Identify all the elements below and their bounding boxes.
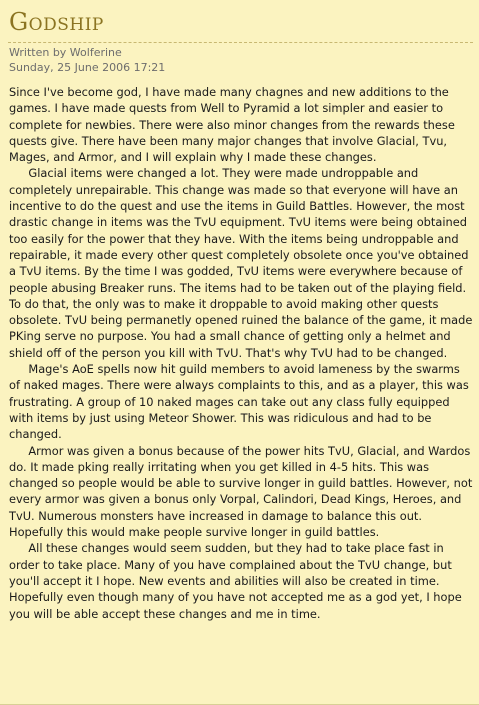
article-byline bbox=[8, 45, 473, 75]
author-line: Written by Wolferine bbox=[9, 46, 122, 59]
paragraph: All these changes would seem sudden, but they had to take place fast in order to take place. Many of you have complained about the TvU change, but you'll accept it I hope. New events and abilities will also be created in time. Hopefully even though many of you have not accepted me as a god yet, I hope you will be able accept these changes and me in time. bbox=[9, 541, 462, 621]
paragraph: Mage's AoE spells now hit guild members to avoid lameness by the swarms of naked mages. There were always complaints to this, and as a player, this was frustrating. A group of 10 naked mages can take out any class fully equipped with items by just using Meteor Shower. This was ridiculous and had to be changed. bbox=[9, 362, 469, 442]
paragraph: Glacial items were changed a lot. They were made undroppable and completely unrepairable. This change was made so that everyone will have an incentive to do the quest and use the items in Guild Battles. However, the most drastic change in items was the TvU equipment. TvU items were being obtained too easily for the power that they have. With the items being undroppable and repairable, it made every other quest completely obsolete once you've obtained a TvU items. By the time I was godded, TvU items were everywhere because of people abusing Breaker runs. The items had to be taken out of the playing field. To do that, the only was to make it droppable to avoid making other quests obsolete. TvU being permanetly opened ruined the balance of the game, it made PKing serve no purpose. You had a small chance of getting only a helmet and shield off of the person you kill with TvU. That's why TvU had to be changed. bbox=[9, 166, 473, 360]
paragraph: Armor was given a bonus because of the power hits TvU, Glacial, and Wardos do. It made pking really irritating when you get killed in 4-5 hits. This was changed so people would be able to survive longer in guild battles. However, not every armor was given a bonus only Vorpal, Calindori, Dead Kings, Heroes, and TvU. Numerous monsters have increased in damage to balance this out. Hopefully this would make people survive longer in guild battles. bbox=[9, 443, 473, 540]
date-line: Sunday, 25 June 2006 17:21 bbox=[9, 61, 166, 74]
article-body bbox=[8, 84, 473, 622]
paragraph: Since I've become god, I have made many chagnes and new additions to the games. I have made quests from Well to Pyramid a lot simpler and easier to complete for newbies. There were also minor changes from the rewards these quests give. There have been many major changes that involve Glacial, Tvu, Mages, and Armor, and I will explain why I made these changes. bbox=[9, 85, 455, 165]
article-title: Godship bbox=[9, 8, 104, 36]
title-divider bbox=[8, 42, 473, 43]
